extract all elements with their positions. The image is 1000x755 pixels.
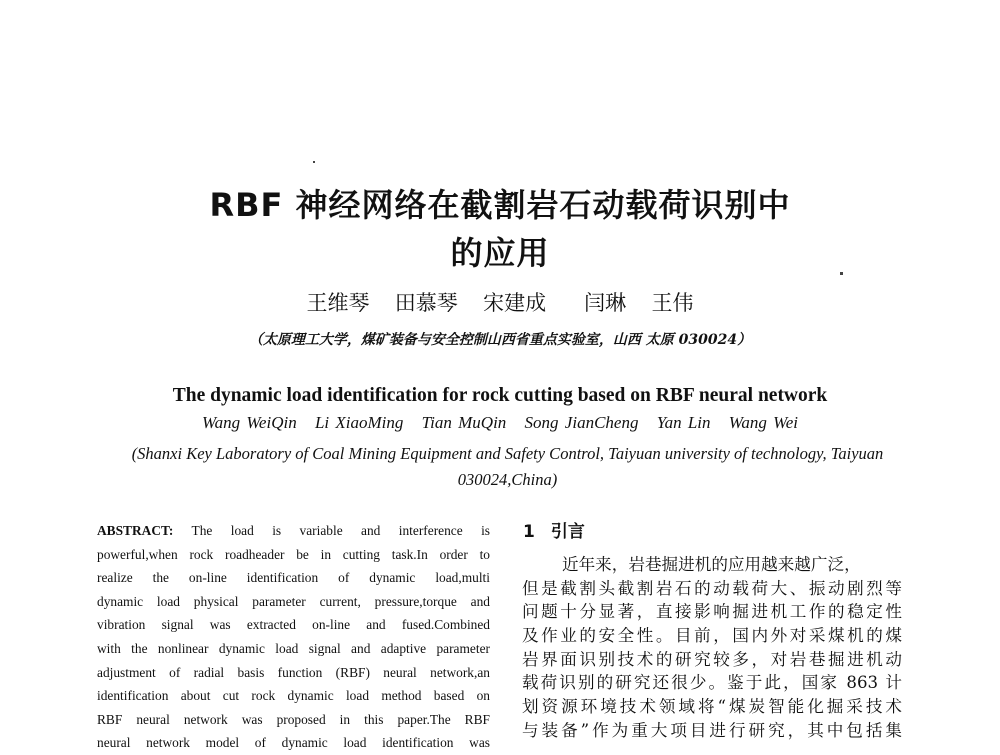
body-line: 划资源环境技术领域将“煤炭智能化掘采技术 bbox=[522, 697, 902, 717]
author-en: Tian MuQin bbox=[421, 413, 507, 432]
author-en: Song JianCheng bbox=[524, 413, 639, 432]
author-en: Yan Lin bbox=[656, 413, 711, 432]
author-en: Li XiaoMing bbox=[314, 413, 404, 432]
author-en: Wang WeiQin bbox=[201, 413, 297, 432]
affiliation-en bbox=[95, 441, 920, 493]
abstract-line bbox=[97, 519, 490, 543]
abstract-text: The load is variable and interference is bbox=[173, 523, 490, 538]
body-line: 及作业的安全性。目前，国内外对采煤机的煤 bbox=[522, 626, 902, 646]
affiliation-en-line2: 030024,China) bbox=[457, 470, 558, 489]
abstract-line: with the nonlinear dynamic load signal and adaptive parameter bbox=[97, 640, 490, 656]
paper-title-cn-line2: 的应用 bbox=[450, 234, 550, 272]
abstract bbox=[97, 519, 490, 755]
body-line: 岩界面识别技术的研究较多，对岩巷掘进机动 bbox=[522, 649, 902, 669]
body-line: 与装备”作为重大项目进行研究，其中包括集 bbox=[522, 720, 902, 740]
abstract-line: adjustment of radial basis function (RBF) neural network,an bbox=[97, 664, 490, 680]
section-body bbox=[522, 553, 902, 743]
affiliation-cn: （太原理工大学，煤矿装备与安全控制山西省重点实验室，山西 太原 030024） bbox=[248, 332, 752, 348]
paper-title-cn-line1: RBF 神经网络在截割岩石动载荷识别中 bbox=[209, 186, 791, 224]
abstract-line: realize the on-line identification of dynamic load,multi bbox=[97, 570, 490, 586]
section-heading bbox=[523, 519, 585, 545]
abstract-line: dynamic load physical parameter current, pressure,torque and bbox=[97, 593, 490, 609]
abstract-line: neural network model of dynamic load identification was bbox=[97, 735, 490, 751]
section-title: 引言 bbox=[550, 522, 585, 542]
abstract-line: identification about cut rock dynamic load method based on bbox=[97, 688, 490, 704]
author-en: Wang Wei bbox=[728, 413, 799, 432]
section-number: 1 bbox=[523, 522, 535, 542]
abstract-line: RBF neural network was proposed in this paper.The RBF bbox=[97, 711, 490, 727]
authors-en bbox=[0, 411, 1000, 435]
paper-title-en: The dynamic load identification for rock cutting based on RBF neural network bbox=[172, 385, 828, 406]
authors-cn: 王维琴 田慕琴 宋建成 闫琳 王伟 bbox=[306, 291, 694, 315]
abstract-line: powerful,when rock roadheader be in cutting task.In order to bbox=[97, 546, 490, 562]
scan-speck bbox=[313, 161, 315, 163]
body-line: 但是截割头截割岩石的动载荷大、振动剧烈等 bbox=[522, 578, 902, 598]
affiliation-en-line1: (Shanxi Key Laboratory of Coal Mining Equipment and Safety Control, Taiyuan university of technology, Taiyuan bbox=[131, 444, 884, 463]
abstract-line: vibration signal was extracted on-line and fused.Combined bbox=[97, 617, 490, 633]
body-line: 问题十分显著，直接影响掘进机工作的稳定性 bbox=[522, 602, 902, 622]
abstract-label: ABSTRACT: bbox=[97, 523, 174, 538]
body-line: 载荷识别的研究还很少。鉴于此，国家 863 计 bbox=[522, 673, 902, 693]
body-line: 近年来，岩巷掘进机的应用越来越广泛， bbox=[562, 555, 861, 574]
